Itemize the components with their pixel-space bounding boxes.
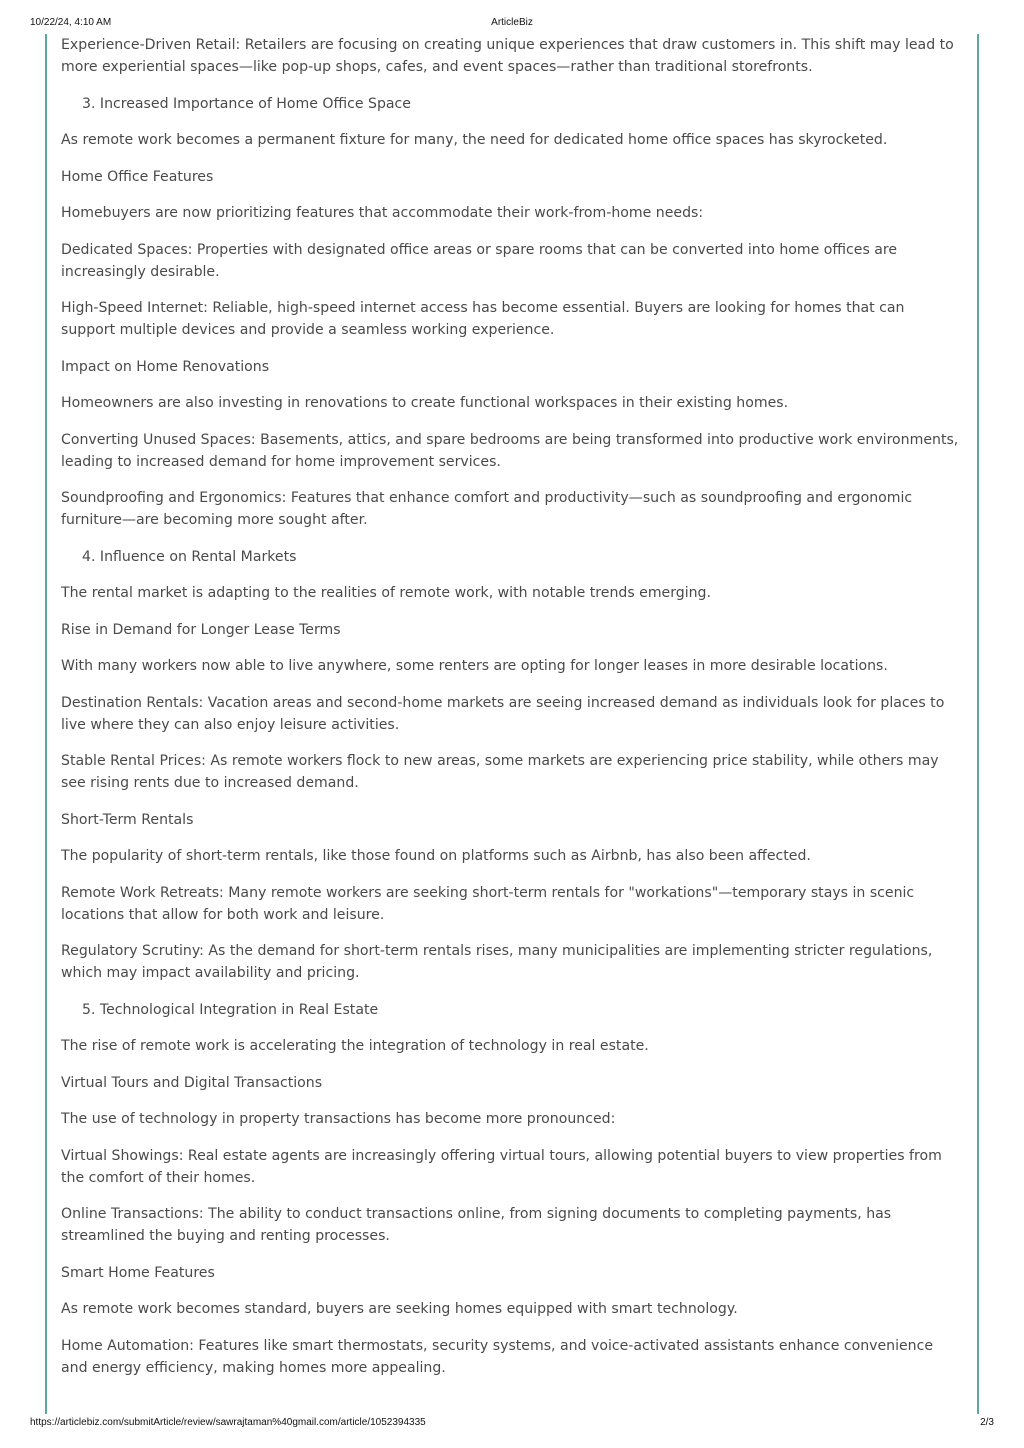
article-paragraph: Smart Home Features [61, 1264, 215, 1281]
article-body [61, 34, 963, 1393]
article-paragraph: Regulatory Scrutiny: As the demand for short-term rentals rises, many municipalities are implementing stricter regulations, which may impact availability and pricing. [61, 943, 933, 981]
article-paragraph: Virtual Tours and Digital Transactions [61, 1074, 323, 1091]
article-paragraph: Rise in Demand for Longer Lease Terms [61, 621, 341, 638]
print-site-title: ArticleBiz [491, 17, 533, 28]
article-paragraph: As remote work becomes standard, buyers are seeking homes equipped with smart technology. [61, 1301, 738, 1317]
article-paragraph: Short-Term Rentals [61, 811, 194, 828]
article-paragraph: Destination Rentals: Vacation areas and second-home markets are seeing increased demand as individuals look for places to live where they can also enjoy leisure activities. [61, 694, 945, 733]
section-heading: 3. Increased Importance of Home Office Space [82, 95, 411, 112]
article-paragraph: Dedicated Spaces: Properties with designated office areas or spare rooms that can be converted into home offices are increasingly desirable. [61, 241, 898, 280]
article-paragraph: Impact on Home Renovations [61, 358, 270, 375]
section-heading: 5. Technological Integration in Real Estate [82, 1001, 379, 1018]
article-paragraph: Virtual Showings: Real estate agents are increasingly offering virtual tours, allowing potential buyers to view properties from the comfort of their homes. [61, 1147, 942, 1186]
article-paragraph: With many workers now able to live anywhere, some renters are opting for longer leases in more desirable locations. [61, 658, 888, 674]
article-paragraph: The rise of remote work is accelerating the integration of technology in real estate. [61, 1038, 649, 1054]
article-paragraph: The popularity of short-term rentals, like those found on platforms such as Airbnb, has also been affected. [61, 848, 811, 864]
article-paragraph: Converting Unused Spaces: Basements, attics, and spare bedrooms are being transformed into productive work environments, leading to increased demand for home improvement services. [61, 431, 959, 470]
article-paragraph: Home Office Features [61, 168, 214, 185]
article-paragraph: As remote work becomes a permanent fixture for many, the need for dedicated home office spaces has skyrocketed. [61, 132, 888, 148]
article-paragraph: Remote Work Retreats: Many remote workers are seeking short-term rentals for "workations"—temporary stays in scenic locations that allow for both work and leisure. [61, 884, 915, 923]
article-paragraph: Home Automation: Features like smart thermostats, security systems, and voice-activated assistants enhance convenience and energy efficiency, making homes more appealing. [61, 1337, 934, 1376]
content-border-left [45, 34, 47, 1414]
content-border-right [977, 34, 979, 1414]
article-paragraph: The use of technology in property transactions has become more pronounced: [61, 1111, 616, 1127]
print-datetime: 10/22/24, 4:10 AM [30, 17, 112, 28]
article-paragraph: Stable Rental Prices: As remote workers flock to new areas, some markets are experiencing price stability, while others may see rising rents due to increased demand. [61, 753, 939, 791]
print-url: https://articlebiz.com/submitArticle/review/sawrajtaman%40gmail.com/article/1052394335 [30, 1417, 426, 1428]
print-footer [0, 1417, 1024, 1431]
article-paragraph: High-Speed Internet: Reliable, high-speed internet access has become essential. Buyers are looking for homes that can support multiple devices and provide a seamless working experience. [61, 300, 905, 338]
article-paragraph: The rental market is adapting to the realities of remote work, with notable trends emerging. [61, 585, 711, 601]
page-indicator: 2/3 [980, 1417, 994, 1428]
article-paragraph: Homebuyers are now prioritizing features that accommodate their work-from-home needs: [61, 205, 704, 221]
section-heading: 4. Influence on Rental Markets [82, 548, 297, 565]
article-paragraph: Soundproofing and Ergonomics: Features that enhance comfort and productivity—such as soundproofing and ergonomic furniture—are becoming more sought after. [61, 490, 913, 528]
print-header [0, 17, 1024, 31]
article-paragraph: Experience-Driven Retail: Retailers are focusing on creating unique experiences that draw customers in. This shift may lead to more experiential spaces—like pop-up shops, cafes, and event spaces—rather than traditional storefronts. [61, 37, 954, 75]
article-paragraph: Online Transactions: The ability to conduct transactions online, from signing documents to completing payments, has streamlined the buying and renting processes. [61, 1206, 892, 1244]
article-paragraph: Homeowners are also investing in renovations to create functional workspaces in their existing homes. [61, 395, 789, 411]
